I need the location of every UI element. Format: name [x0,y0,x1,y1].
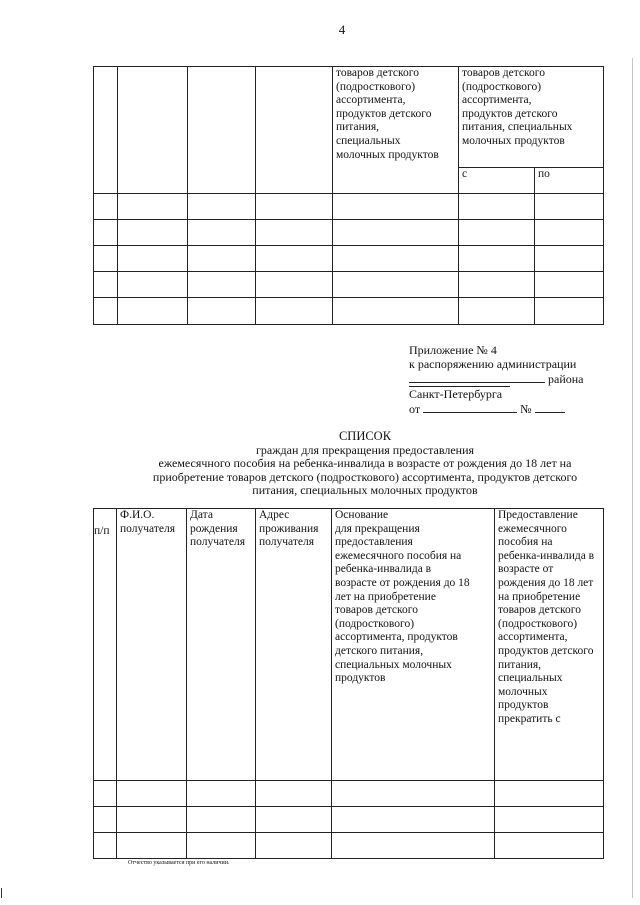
appendix-title: Приложение № 4 [409,343,497,357]
header-to: по [535,168,604,194]
cell [188,67,256,194]
table-row [94,833,604,859]
cell [256,67,333,194]
main-table [93,508,604,859]
table-row [94,272,604,298]
title-line: приобретение товаров детского (подросткового) ассортимента, продуктов детского [152,469,578,484]
header-goods-1: товаров детского (подросткового) ассортимента, продуктов детского питания, специальных молочных продуктов [333,67,459,194]
header-number: п/п [94,509,117,781]
title-line: ежемесячного пособия на ребенка-инвалида в возрасте от рождения до 18 лет на [158,456,572,471]
scan-mark [1,888,2,898]
table-row [94,220,604,246]
title-line: питания, специальных молочных продуктов [252,483,478,498]
appendix-date-line: от № [409,401,609,416]
table-row [94,246,604,272]
header-birthdate: Дата рождения получателя [187,509,256,781]
top-table [93,66,604,325]
table-row [94,781,604,807]
header-goods-2: товаров детского (подросткового) ассортимента, продуктов детского питания, специальных молочных продуктов [459,67,604,168]
table-row [94,298,604,325]
page-number: 4 [338,22,346,37]
header-fio: Ф.И.О. получателя [117,509,187,781]
header-address: Адрес проживания получателя [256,509,332,781]
header-basis: Основание для прекращения предоставления ежемесячного пособия на ребенка-инвалида в возрасте от рождения до 18 лет на приобретение товаров детского (подросткового) ассортимента, продуктов детского питания, специальных молочных продуктов [332,509,495,781]
cell [94,67,118,194]
title-line: граждан для прекращения предоставления [255,442,475,457]
header-terminate-date: Предоставление ежемесячного пособия на ребенка-инвалида в возрасте от рождения до 18 лет на приобретение товаров детского (подросткового) ассортимента, продуктов детского питания, специальных молочных продуктов прекратить с [495,509,604,781]
table-row [94,194,604,220]
footnote: Отчество указывается при его наличии. [128,860,230,866]
header-from: с [459,168,535,194]
cell [118,67,188,194]
appendix-block [409,343,609,416]
table-row [94,807,604,833]
appendix-line: к распоряжению администрации [409,357,577,371]
title-heading: СПИСОК [338,429,392,443]
appendix-district-line: района [409,371,609,386]
document-title [110,430,620,498]
appendix-city: Санкт-Петербурга [409,386,510,401]
